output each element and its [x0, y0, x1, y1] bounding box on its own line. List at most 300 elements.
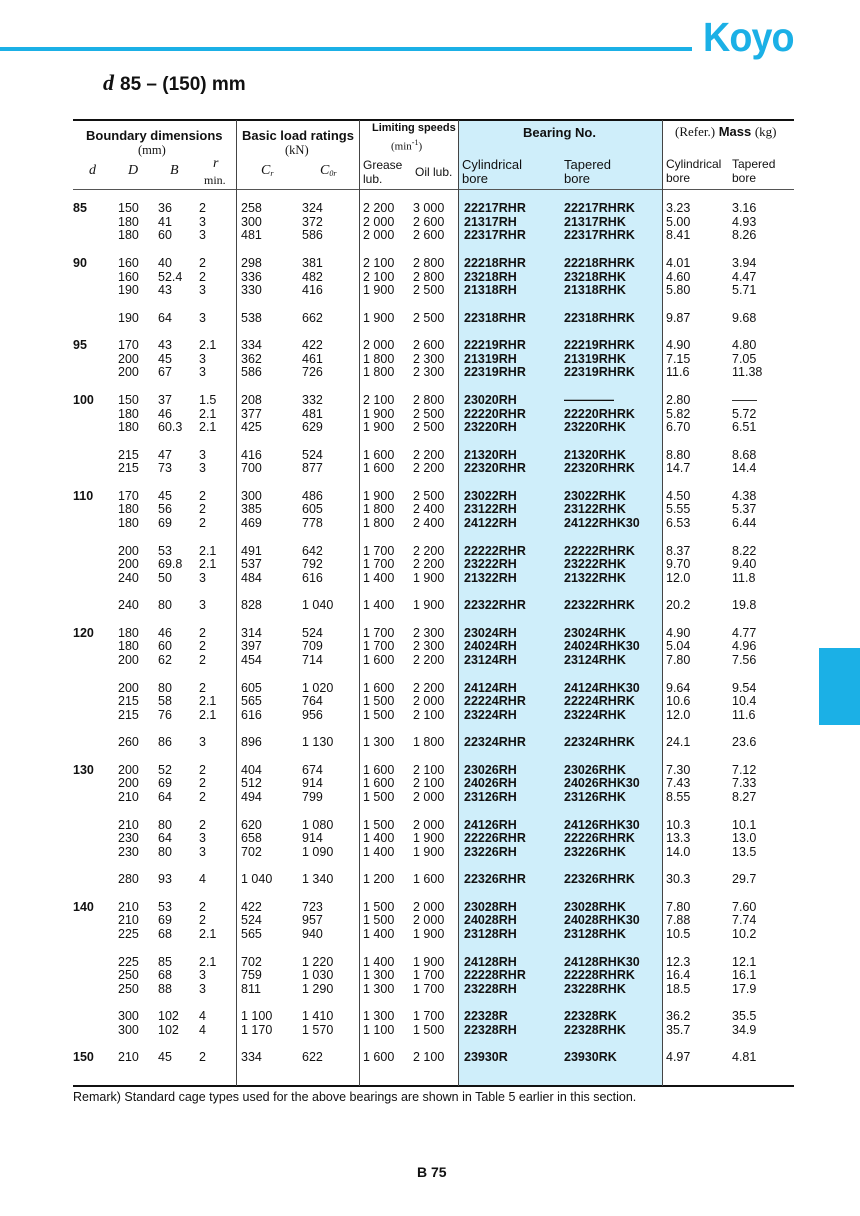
divider-load-speed [359, 120, 360, 1086]
cell-mass-tap: 9.40 [732, 557, 757, 572]
cell-r: 4 [199, 1023, 206, 1037]
cell-cr: 658 [241, 831, 262, 846]
cell-tapered-bore: 22324RHRK [564, 735, 635, 750]
cell-mass-tap: 23.6 [732, 735, 757, 750]
col-grease-1: Grease [363, 158, 403, 172]
cell-D: 250 [118, 968, 139, 983]
cell-B: 68 [158, 927, 172, 942]
cell-mass-tap: 3.94 [732, 255, 757, 270]
cell-mass-cyl: 4.60 [666, 269, 691, 284]
cell-grease: 2 000 [363, 214, 395, 229]
cell-cr: 397 [241, 639, 262, 654]
cell-cr: 334 [241, 1050, 262, 1065]
cell-mass-cyl: 7.88 [666, 913, 691, 928]
cell-c0r: 1 080 [302, 817, 334, 832]
cell-B: 85 [158, 954, 172, 969]
bore-diameter: 95 [73, 338, 87, 352]
cell-grease: 1 400 [363, 831, 395, 846]
col-r: r [213, 156, 219, 171]
cell-r: 2.1 [199, 543, 217, 558]
cell-oil: 2 000 [413, 913, 445, 928]
cell-oil: 2 100 [413, 1050, 445, 1065]
cell-D: 210 [118, 817, 139, 832]
cell-cr: 759 [241, 968, 262, 983]
cell-D: 190 [118, 283, 139, 298]
cell-r: 2 [199, 899, 206, 914]
cell-mass-tap: 7.33 [732, 776, 757, 791]
cell-cyl-bore: 24028RH [464, 913, 517, 928]
cell-r: 3 [199, 365, 206, 380]
col-tap-2: bore [564, 171, 591, 186]
cell-oil: 1 900 [413, 927, 445, 942]
cell-r: 3 [199, 447, 206, 462]
cell-cyl-bore: 22326RHR [464, 872, 526, 887]
cell-cr: 1 170 [241, 1023, 273, 1037]
cell-cr: 314 [241, 625, 262, 640]
cell-cyl-bore: 23128RH [464, 927, 517, 942]
col-grease-2: lub. [363, 172, 383, 186]
cell-cyl-bore: 22322RHR [464, 598, 526, 613]
cell-mass-tap: 11.8 [732, 570, 756, 585]
cell-D: 200 [118, 351, 139, 366]
cell-r: 3 [199, 461, 206, 476]
cell-B: 67 [158, 365, 172, 380]
cell-c0r: 605 [302, 502, 323, 517]
cell-mass-cyl: 12.0 [666, 570, 691, 585]
cell-oil: 1 900 [413, 844, 445, 859]
cell-oil: 2 400 [413, 502, 445, 517]
cell-r: 2 [199, 201, 206, 215]
cell-D: 180 [118, 228, 139, 243]
cell-r: 2.1 [199, 707, 217, 722]
cell-mass-tap: 11.6 [732, 707, 756, 722]
cell-tapered-bore: 22322RHRK [564, 598, 635, 613]
cell-cr: 620 [241, 817, 262, 832]
cell-oil: 2 300 [413, 639, 445, 654]
cell-D: 160 [118, 255, 139, 270]
cell-oil: 2 000 [413, 817, 445, 832]
cell-mass-cyl: 4.97 [666, 1050, 691, 1065]
cell-oil: 2 100 [413, 776, 445, 791]
cell-mass-cyl: 7.80 [666, 653, 691, 668]
cell-cr: 422 [241, 899, 262, 914]
cell-c0r: 778 [302, 516, 323, 531]
cell-B: 76 [158, 707, 172, 722]
cell-D: 210 [118, 790, 139, 805]
cell-grease: 1 100 [363, 1023, 395, 1037]
cell-r: 2.1 [199, 927, 217, 942]
cell-mass-cyl: 4.01 [666, 255, 691, 270]
cell-tapered-bore: 23126RHK [564, 790, 626, 805]
cell-D: 180 [118, 625, 139, 640]
cell-D: 180 [118, 502, 139, 517]
cell-grease: 2 000 [363, 228, 395, 243]
cell-c0r: 1 570 [302, 1023, 334, 1037]
cell-oil: 1 900 [413, 570, 445, 585]
cell-c0r: 1 090 [302, 844, 334, 859]
cell-cyl-bore: 21318RH [464, 283, 517, 298]
cell-grease: 1 600 [363, 776, 395, 791]
cell-D: 215 [118, 447, 139, 462]
cell-cyl-bore: 23930R [464, 1050, 508, 1065]
cell-oil: 2 500 [413, 310, 445, 325]
cell-c0r: 877 [302, 461, 323, 476]
cell-r: 2 [199, 516, 206, 531]
cell-cyl-bore: 21322RH [464, 570, 517, 585]
cell-c0r: 524 [302, 447, 323, 462]
cell-cyl-bore: 23126RH [464, 790, 517, 805]
cell-mass-cyl: 9.70 [666, 557, 691, 572]
cell-mass-tap: 7.56 [732, 653, 757, 668]
cell-mass-cyl: 10.3 [666, 817, 691, 832]
cell-cyl-bore: 21320RH [464, 447, 517, 462]
cell-cyl-bore: 24124RH [464, 680, 517, 695]
cell-grease: 1 900 [363, 420, 395, 435]
cell-cr: 565 [241, 927, 262, 942]
cell-cyl-bore: 22219RHR [464, 338, 526, 352]
cell-tapered-bore: 22226RHRK [564, 831, 635, 846]
cell-cr: 828 [241, 598, 262, 613]
cell-r: 2 [199, 790, 206, 805]
cell-B: 41 [158, 214, 172, 229]
cell-D: 230 [118, 831, 139, 846]
cell-oil: 1 900 [413, 954, 445, 969]
cell-r: 2 [199, 680, 206, 695]
col-tap-1: Tapered [564, 157, 611, 172]
cell-tapered-bore: 24126RHK30 [564, 817, 640, 832]
cell-mass-cyl: 12.0 [666, 707, 691, 722]
cell-oil: 2 200 [413, 543, 445, 558]
cell-grease: 1 900 [363, 406, 395, 421]
cell-tapered-bore: 21322RHK [564, 570, 626, 585]
cell-B: 43 [158, 283, 172, 298]
cell-mass-tap: 8.68 [732, 447, 757, 462]
cell-B: 52.4 [158, 269, 183, 284]
cell-grease: 1 900 [363, 310, 395, 325]
cell-c0r: 622 [302, 1050, 323, 1065]
cell-B: 73 [158, 461, 172, 476]
cell-c0r: 940 [302, 927, 323, 942]
bore-diameter: 130 [73, 762, 94, 777]
cell-r: 1.5 [199, 392, 217, 407]
cell-D: 170 [118, 338, 139, 352]
cell-c0r: 1 130 [302, 735, 334, 750]
cell-r: 3 [199, 283, 206, 298]
cell-c0r: 629 [302, 420, 323, 435]
cell-mass-tap: 5.37 [732, 502, 757, 517]
cell-r: 2 [199, 488, 206, 503]
cell-cyl-bore: 23028RH [464, 899, 517, 914]
cell-oil: 2 200 [413, 680, 445, 695]
cell-c0r: 332 [302, 392, 323, 407]
cell-cr: 484 [241, 570, 262, 585]
cell-cr: 605 [241, 680, 262, 695]
cell-c0r: 956 [302, 707, 323, 722]
cell-cyl-bore: 23218RH [464, 269, 517, 284]
cell-oil: 2 200 [413, 461, 445, 476]
cell-oil: 2 400 [413, 516, 445, 531]
cell-D: 180 [118, 214, 139, 229]
divider-bearing-mass [662, 120, 663, 1086]
cell-tapered-bore: 21320RHK [564, 447, 626, 462]
cell-D: 300 [118, 1009, 139, 1024]
title-range: 85 – (150) mm [120, 74, 246, 95]
cell-oil: 2 300 [413, 625, 445, 640]
cell-D: 230 [118, 844, 139, 859]
cell-mass-cyl: 10.6 [666, 694, 691, 709]
cell-D: 170 [118, 488, 139, 503]
col-cyl-1: Cylindrical [462, 157, 522, 172]
cell-D: 225 [118, 954, 139, 969]
cell-D: 200 [118, 543, 139, 558]
cell-D: 215 [118, 694, 139, 709]
cell-c0r: 723 [302, 899, 323, 914]
cell-c0r: 792 [302, 557, 323, 572]
cell-oil: 2 000 [413, 790, 445, 805]
cell-cr: 494 [241, 790, 262, 805]
cell-mass-cyl: 8.80 [666, 447, 691, 462]
cell-tapered-bore: 23128RHK [564, 927, 626, 942]
cell-cyl-bore: 22317RHR [464, 228, 526, 243]
cell-oil: 1 900 [413, 598, 445, 613]
cell-grease: 1 400 [363, 927, 395, 942]
cell-cr: 524 [241, 913, 262, 928]
cell-grease: 1 500 [363, 899, 395, 914]
cell-r: 3 [199, 831, 206, 846]
cell-r: 3 [199, 228, 206, 243]
cell-tapered-bore: 23024RHK [564, 625, 626, 640]
cell-mass-cyl: 12.3 [666, 954, 691, 969]
section-side-tab [819, 648, 860, 725]
cell-tapered-bore: 23022RHK [564, 488, 626, 503]
cell-grease: 1 600 [363, 461, 395, 476]
cell-mass-cyl: 7.80 [666, 899, 691, 914]
cell-mass-tap: 4.93 [732, 214, 757, 229]
cell-mass-tap: 10.4 [732, 694, 757, 709]
cell-mass-tap: 19.8 [732, 598, 757, 613]
header-load-unit: (kN) [285, 143, 309, 157]
cell-D: 150 [118, 201, 139, 215]
cell-B: 45 [158, 1050, 172, 1065]
cell-cyl-bore: 22217RHR [464, 201, 526, 215]
cell-cr: 702 [241, 844, 262, 859]
cell-grease: 1 500 [363, 694, 395, 709]
cell-B: 80 [158, 844, 172, 859]
cell-mass-cyl: 7.30 [666, 762, 691, 777]
table-top-rule [73, 119, 794, 121]
cell-cyl-bore: 24128RH [464, 954, 517, 969]
col-mass-tap-2: bore [732, 171, 757, 185]
cell-c0r: 461 [302, 351, 323, 366]
cell-oil: 2 000 [413, 899, 445, 914]
cell-oil: 2 500 [413, 283, 445, 298]
cell-mass-cyl: 2.80 [666, 392, 691, 407]
cell-grease: 1 800 [363, 502, 395, 517]
cell-r: 2 [199, 255, 206, 270]
cell-c0r: 726 [302, 365, 323, 380]
col-B: B [170, 163, 179, 178]
cell-cyl-bore: 23222RH [464, 557, 517, 572]
bore-diameter: 120 [73, 625, 94, 640]
cell-B: 62 [158, 653, 172, 668]
cell-r: 2.1 [199, 338, 217, 352]
cell-mass-cyl: 9.64 [666, 680, 691, 695]
cell-B: 69 [158, 776, 172, 791]
header-boundary-unit: (mm) [138, 143, 166, 157]
cell-B: 86 [158, 735, 172, 750]
cell-c0r: 1 030 [302, 968, 334, 983]
cell-c0r: 714 [302, 653, 323, 668]
col-C0r-label: C [320, 163, 330, 178]
cell-r: 2 [199, 639, 206, 654]
cell-mass-tap: 14.4 [732, 461, 757, 476]
cell-cr: 700 [241, 461, 262, 476]
header-limiting-unit-sup: -1 [411, 138, 419, 147]
cell-mass-tap: 10.1 [732, 817, 757, 832]
cell-r: 2 [199, 653, 206, 668]
col-C0r-sub: 0r [329, 169, 337, 178]
cell-cyl-bore: 23224RH [464, 707, 517, 722]
cell-B: 50 [158, 570, 172, 585]
header-mass-unit: (kg) [754, 124, 777, 139]
cell-B: 80 [158, 817, 172, 832]
cell-grease: 1 500 [363, 790, 395, 805]
cell-grease: 1 600 [363, 1050, 395, 1065]
cell-B: 47 [158, 447, 172, 462]
cell-cr: 454 [241, 653, 262, 668]
cell-cr: 896 [241, 735, 262, 750]
cell-B: 45 [158, 488, 172, 503]
cell-grease: 1 800 [363, 365, 395, 380]
cell-tapered-bore: 24122RHK30 [564, 516, 640, 531]
cell-mass-cyl: 24.1 [666, 735, 691, 750]
cell-c0r: 524 [302, 625, 323, 640]
cell-mass-cyl: 3.23 [666, 201, 691, 215]
cell-D: 200 [118, 365, 139, 380]
cell-cr: 1 040 [241, 872, 273, 887]
cell-D: 180 [118, 639, 139, 654]
cell-cr: 208 [241, 392, 262, 407]
cell-mass-tap: 4.77 [732, 625, 757, 640]
cell-mass-cyl: 4.90 [666, 338, 691, 352]
cell-cr: 586 [241, 365, 262, 380]
cell-tapered-bore: 22224RHRK [564, 694, 635, 709]
header-mass-label: Mass [718, 124, 752, 139]
cell-cr: 385 [241, 502, 262, 517]
cell-cr: 469 [241, 516, 262, 531]
cell-grease: 1 500 [363, 913, 395, 928]
cell-c0r: 482 [302, 269, 323, 284]
cell-grease: 1 600 [363, 762, 395, 777]
cell-cyl-bore: 22328RH [464, 1023, 517, 1037]
cell-B: 60 [158, 639, 172, 654]
cell-grease: 2 000 [363, 338, 395, 352]
cell-c0r: 486 [302, 488, 323, 503]
cell-D: 240 [118, 598, 139, 613]
cell-oil: 1 700 [413, 1009, 445, 1024]
cell-tapered-bore: 22328RK [564, 1009, 617, 1024]
cell-r: 3 [199, 598, 206, 613]
cell-B: 102 [158, 1009, 179, 1024]
cell-cyl-bore: 23122RH [464, 502, 517, 517]
cell-tapered-bore: 22222RHRK [564, 543, 635, 558]
cell-D: 225 [118, 927, 139, 942]
cell-B: 102 [158, 1023, 179, 1037]
cell-mass-cyl: 5.55 [666, 502, 691, 517]
cell-grease: 1 600 [363, 680, 395, 695]
cell-oil: 1 700 [413, 968, 445, 983]
cell-tapered-bore: 24128RHK30 [564, 954, 640, 969]
cell-oil: 2 200 [413, 653, 445, 668]
cell-B: 80 [158, 598, 172, 613]
cell-mass-cyl: 4.90 [666, 625, 691, 640]
cell-cyl-bore: 24024RH [464, 639, 517, 654]
cell-B: 43 [158, 338, 172, 352]
cell-oil: 2 600 [413, 338, 445, 352]
cell-tapered-bore: 22318RHRK [564, 310, 635, 325]
cell-cr: 702 [241, 954, 262, 969]
col-D: D [128, 163, 139, 178]
cell-cr: 362 [241, 351, 262, 366]
cell-D: 210 [118, 1050, 139, 1065]
cell-c0r: 416 [302, 283, 323, 298]
cell-grease: 1 300 [363, 968, 395, 983]
cell-oil: 1 900 [413, 831, 445, 846]
cell-B: 80 [158, 680, 172, 695]
cell-mass-cyl: 30.3 [666, 872, 691, 887]
cell-mass-tap: 8.27 [732, 790, 757, 805]
cell-c0r: 662 [302, 310, 323, 325]
cell-cyl-bore: 23020RH [464, 392, 517, 407]
cell-grease: 2 100 [363, 269, 395, 284]
cell-cyl-bore: 23228RH [464, 981, 517, 996]
cell-mass-tap: 4.81 [732, 1050, 757, 1065]
cell-r: 3 [199, 735, 206, 750]
cell-cr: 811 [241, 981, 261, 996]
cell-B: 64 [158, 310, 172, 325]
cell-mass-tap: 4.38 [732, 488, 757, 503]
table-header-rule [73, 189, 794, 190]
page-number: B 75 [417, 1164, 447, 1180]
cell-mass-cyl: 36.2 [666, 1009, 691, 1024]
cell-mass-tap: 7.05 [732, 351, 757, 366]
cell-grease: 1 900 [363, 283, 395, 298]
cell-B: 93 [158, 872, 172, 887]
bore-diameter: 110 [73, 488, 94, 503]
cell-mass-tap: 6.51 [732, 420, 757, 435]
cell-c0r: 709 [302, 639, 323, 654]
cell-B: 53 [158, 543, 172, 558]
cell-B: 64 [158, 790, 172, 805]
cell-r: 3 [199, 570, 206, 585]
cell-cr: 298 [241, 255, 262, 270]
cell-c0r: 642 [302, 543, 323, 558]
cell-D: 210 [118, 899, 139, 914]
cell-tapered-bore: 23218RHK [564, 269, 626, 284]
cell-oil: 2 600 [413, 228, 445, 243]
cell-grease: 1 700 [363, 625, 395, 640]
cell-grease: 1 600 [363, 447, 395, 462]
cell-cyl-bore: 22324RHR [464, 735, 526, 750]
cell-c0r: 1 020 [302, 680, 334, 695]
cell-cyl-bore: 21317RH [464, 214, 517, 229]
cell-c0r: 914 [302, 776, 323, 791]
cell-D: 250 [118, 981, 139, 996]
cell-cyl-bore: 22319RHR [464, 365, 526, 380]
cell-tapered-bore: 22217RHRK [564, 201, 635, 215]
cell-cr: 300 [241, 214, 262, 229]
cell-cr: 1 100 [241, 1009, 273, 1024]
